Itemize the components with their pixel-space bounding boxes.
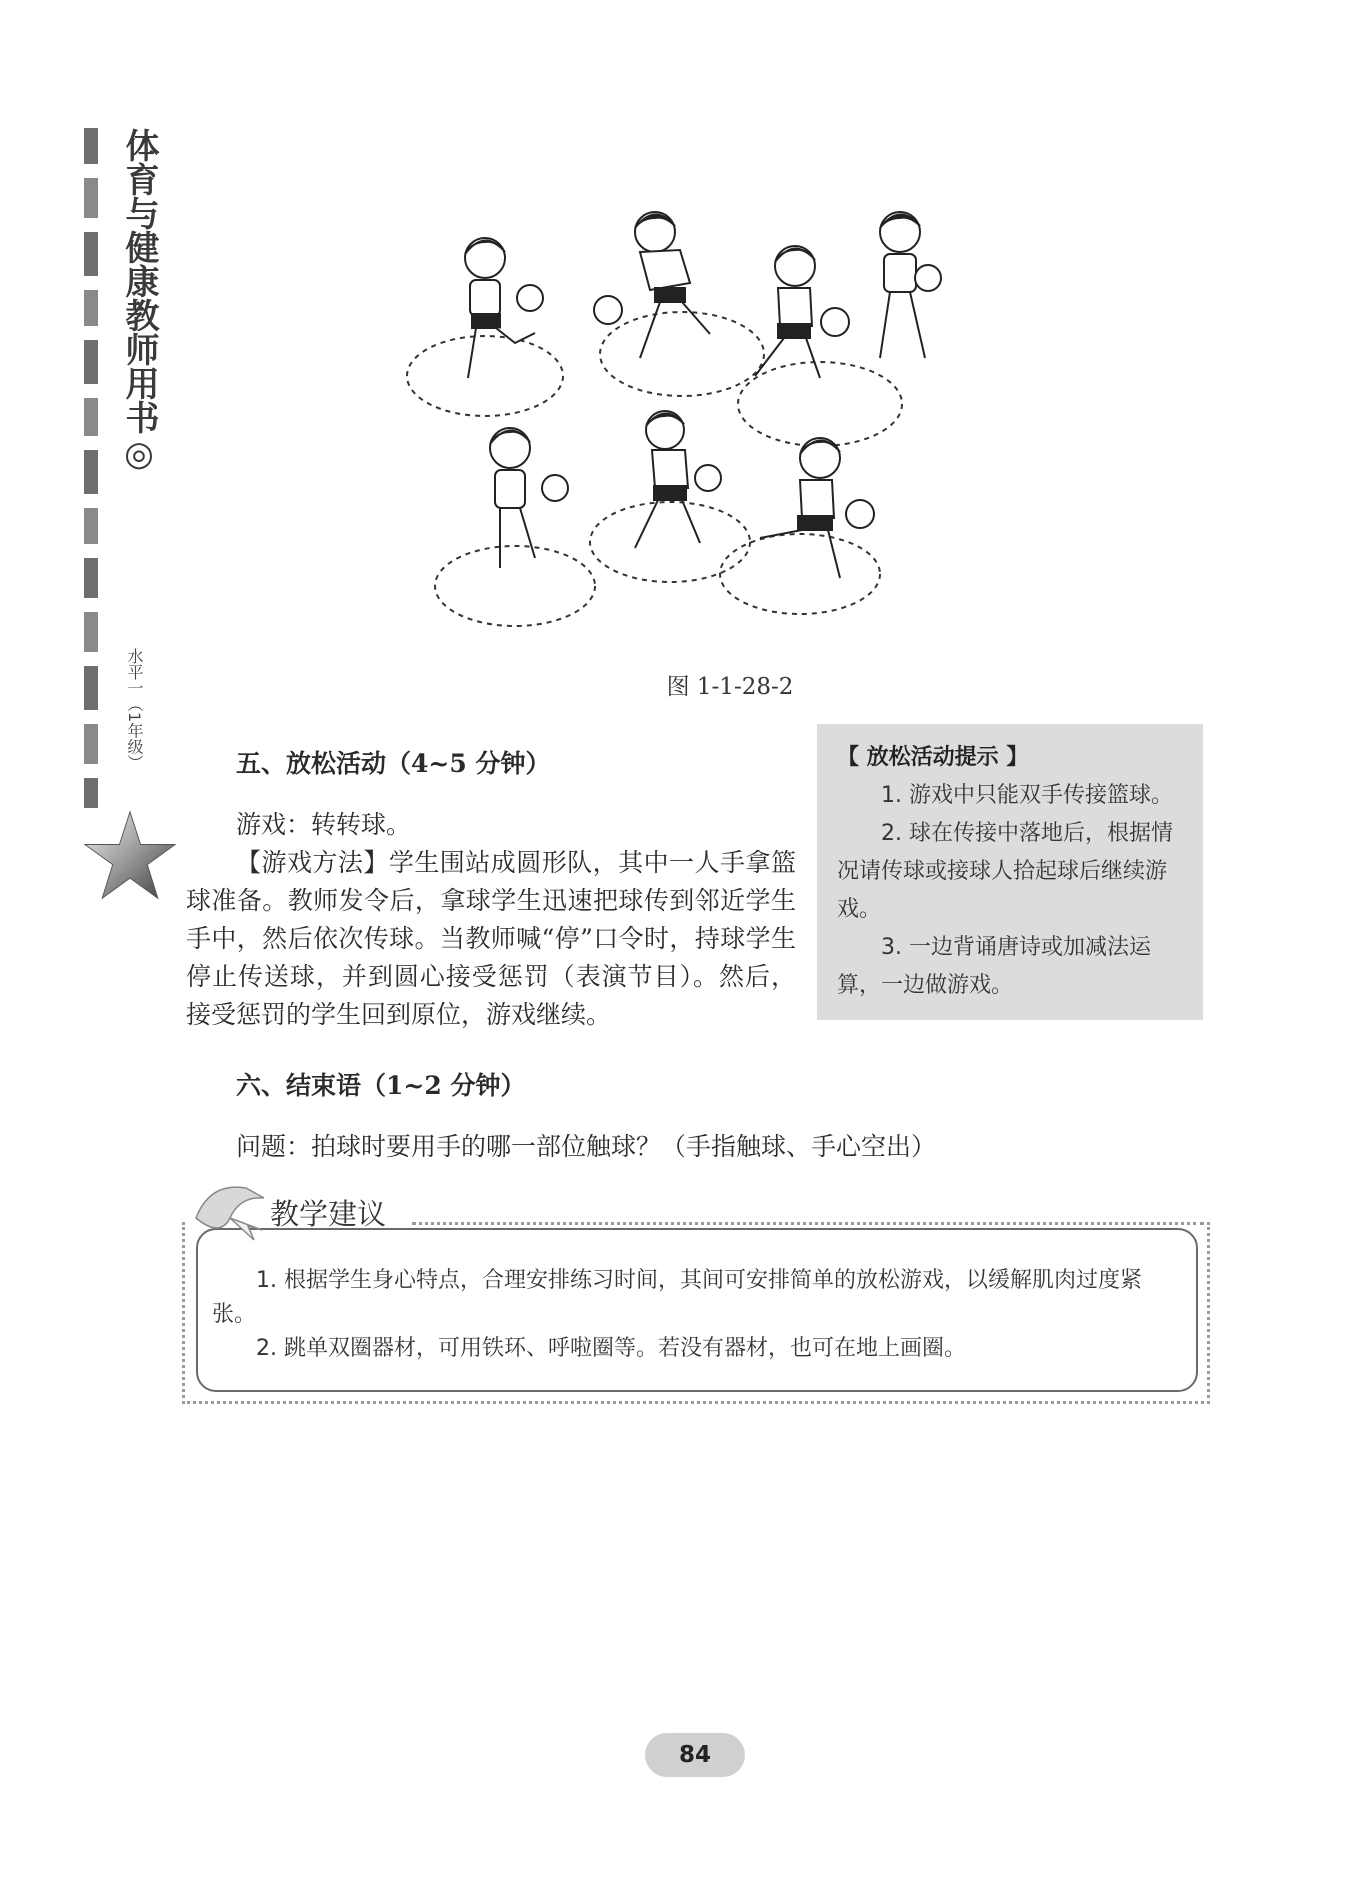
figure-caption: 图 1-1-28-2	[666, 674, 794, 700]
suggestions-title: 教学建议	[270, 1197, 387, 1231]
closing-question: 问题：拍球时要用手的哪一部位触球？（手指触球、手心空出）	[236, 1132, 937, 1161]
tips-title: 【 放松活动提示 】	[837, 745, 1029, 770]
tip-item: 3. 一边背诵唐诗或加减法运算，一边做游戏。	[837, 935, 1151, 998]
section-heading-closing: 六、结束语（1~2 分钟）	[236, 1071, 526, 1100]
suggestion-dotted-line	[412, 1222, 1204, 1225]
suggestion-item: 1. 根据学生身心特点，合理安排练习时间，其间可安排简单的放松游戏，以缓解肌肉过度紧张。	[212, 1268, 1142, 1327]
child-figure	[880, 212, 941, 358]
hoop-circle	[600, 312, 764, 396]
hoop-circle	[435, 546, 595, 626]
game-method: 【游戏方法】学生围站成圆形队，其中一人手拿篮球准备。教师发令后，拿球学生迅速把球传到邻近学生手中，然后依次传球。当教师喊“停”口令时，持球学生停止传送球，并到圆心接受惩罚（表演节目）。然后，接受惩罚的学生回到原位，游戏继续。	[186, 848, 796, 1029]
child-figure	[465, 238, 543, 378]
child-figure	[594, 212, 710, 358]
hoop-circle	[407, 336, 563, 416]
child-figure	[760, 438, 874, 578]
dribbling-illustration	[400, 208, 960, 638]
page-number: 84	[645, 1733, 745, 1777]
game-name: 游戏：转转球。	[236, 810, 412, 839]
book-title: 体育与健康教师用书◎	[119, 128, 159, 474]
side-decoration-bars	[84, 128, 98, 808]
suggestion-item: 2. 跳单双圈器材，可用铁环、呼啦圈等。若没有器材，也可在地上画圈。	[256, 1336, 966, 1361]
relaxation-tips-box	[817, 724, 1203, 1020]
child-figure	[755, 246, 849, 378]
scroll-icon	[190, 1178, 278, 1248]
hoop-circle	[720, 534, 880, 614]
hoop-circle	[590, 502, 750, 582]
section-heading-relaxation: 五、放松活动（4~5 分钟）	[236, 749, 551, 778]
tip-item: 1. 游戏中只能双手传接篮球。	[881, 783, 1173, 808]
grade-level: 水平一（1年级）	[125, 648, 144, 771]
book-mark: ◎	[119, 434, 159, 474]
teaching-suggestions-box	[196, 1228, 1198, 1392]
hoop-circle	[738, 362, 902, 446]
child-figure	[635, 411, 721, 548]
tip-item: 2. 球在传接中落地后，根据情况请传球或接球人拾起球后继续游戏。	[837, 821, 1173, 922]
star-icon	[82, 808, 178, 904]
